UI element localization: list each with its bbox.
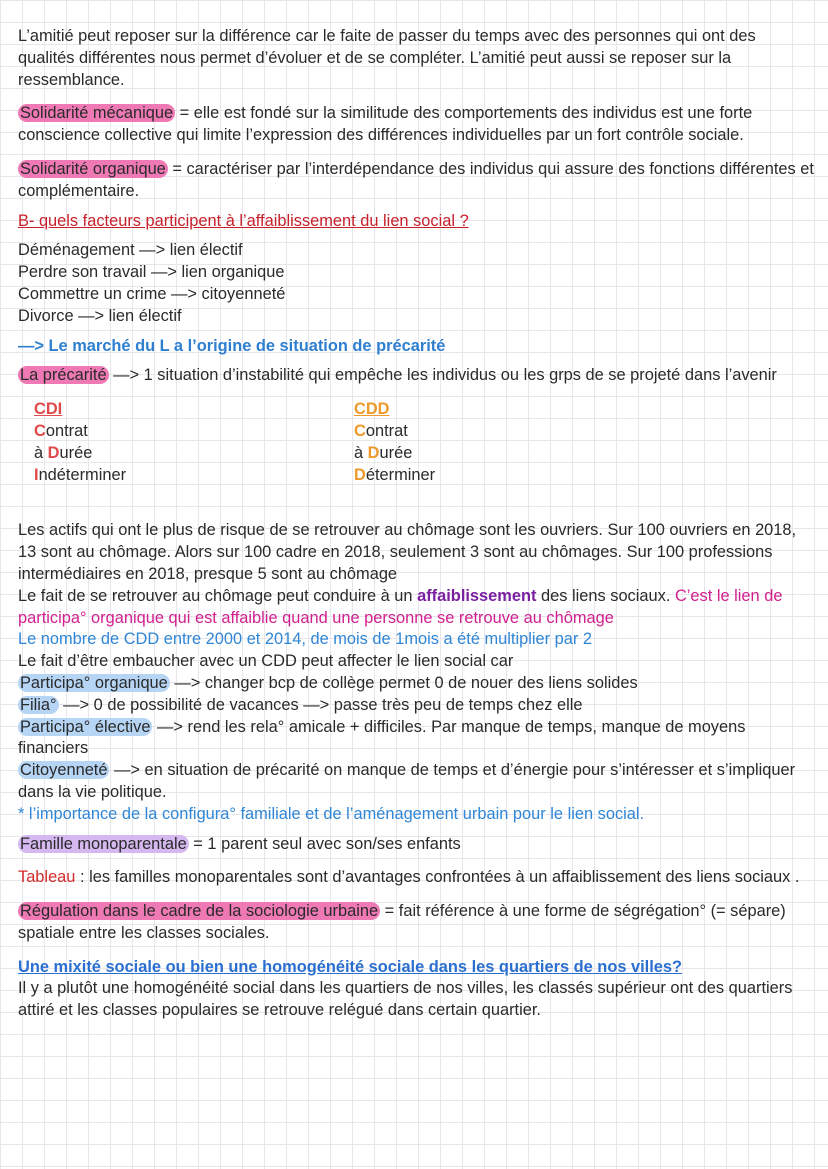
organic-solidarity-paragraph xyxy=(18,159,814,203)
notes-page xyxy=(18,26,814,1022)
cdi-line-duree: à Durée xyxy=(34,443,93,462)
factor-item: Divorce —> lien électif xyxy=(18,306,182,325)
organic-solidarity-definition: = caractériser par l’interdépendance des individus qui assure des fonctions différentes et complémentaire. xyxy=(18,159,814,200)
elective-link-line: Participa° élective —> rend les rela° amicale + difficiles. Par manque de temps, manque de moyens financiers xyxy=(18,717,746,758)
precarity-definition: —> 1 situation d’instabilité qui empêche les individus ou les grps de se projeté dans l’avenir xyxy=(108,366,777,385)
market-precarity-line: —> Le marché du L a l’origine de situation de précarité xyxy=(18,336,446,355)
unemployment-stats-paragraph: Les actifs qui ont le plus de risque de se retrouver au chômage sont les ouvriers. Sur 100 ouvriers en 2018, 13 sont au chômage. Alors sur 100 cadre en 2018, seulement 3 sont au chômages. Sur 100 professions intermédiaires en 2018, presque 5 sont au chômage xyxy=(18,521,797,583)
weakening-explanation: C’est le lien de participa° organique qui est affaiblie quand une personne se retrouve au chômage xyxy=(18,586,783,627)
single-parent-family-term: Famille monoparentale xyxy=(20,834,187,853)
mechanical-solidarity-definition: = elle est fondé sur la similitude des comportements des individus est une forte conscience collective qui limite l’expression des différences individuelles par un fort contrôle sociale. xyxy=(18,104,753,145)
cdi-title: CDI xyxy=(34,400,63,419)
organic-solidarity-term: Solidarité organique xyxy=(20,159,166,178)
citizenship-line: Citoyenneté —> en situation de précarité on manque de temps et d’énergie pour s’intéresser et s’impliquer dans la vie politique. xyxy=(18,761,796,801)
cdi-line-indeterminer: Indéterminer xyxy=(34,465,127,484)
cdd-line-duree: à Durée xyxy=(354,443,413,462)
friendship-paragraph: L’amitié peut reposer sur la différence car le faite de passer du temps avec des personnes qui ont des qualités différentes nous permet d’évoluer et de se compléter. L’amitié peut aussi se reposer sur la ressemblance. xyxy=(18,27,756,89)
urban-regulation-term: Régulation dans le cadre de la sociologie urbaine xyxy=(20,902,379,921)
mechanical-solidarity-paragraph xyxy=(18,103,814,147)
precarity-paragraph xyxy=(18,365,814,387)
filia-line: Filia° —> 0 de possibilité de vacances —> passe très peu de temps chez elle xyxy=(20,695,583,714)
citizenship-term: Citoyenneté xyxy=(20,761,108,780)
table-label: Tableau xyxy=(18,868,76,887)
factor-item: Perdre son travail —> lien organique xyxy=(18,263,285,282)
cdi-column xyxy=(34,399,354,486)
single-parent-family-line: Famille monoparentale = 1 parent seul avec son/ses enfants xyxy=(20,834,461,853)
social-mix-question: Une mixité sociale ou bien une homogénéité sociale dans les quartiers de nos villes? xyxy=(18,957,683,976)
cdd-column xyxy=(354,399,674,486)
factor-item: Déménagement —> lien électif xyxy=(18,241,243,260)
contract-types xyxy=(18,399,814,486)
cdd-line-determiner: Déterminer xyxy=(354,465,436,484)
elective-link-term: Participa° élective xyxy=(20,717,151,736)
table-note-paragraph: Tableau : les familles monoparentales sont d’avantages confrontées à un affaiblissement des liens sociaux . xyxy=(18,868,800,887)
cdd-effect-line: Le fait d’être embaucher avec un CDD peut affecter le lien social car xyxy=(18,652,514,671)
section-b-heading: B- quels facteurs participent à l’affaiblissement du lien social ? xyxy=(18,211,469,230)
cdd-title: CDD xyxy=(354,400,390,419)
weakening-keyword: affaiblissement xyxy=(417,586,537,605)
cdi-line-contrat: Contrat xyxy=(34,421,88,440)
configuration-note: * l’importance de la configura° familiale et de l’aménagement urbain pour le lien social. xyxy=(18,804,645,823)
cdd-count-line: Le nombre de CDD entre 2000 et 2014, de mois de 1mois a été multiplier par 2 xyxy=(18,630,592,649)
organic-link-term: Participa° organique xyxy=(20,673,168,692)
cdd-line-contrat: Contrat xyxy=(354,421,408,440)
weakening-paragraph: Le fait de se retrouver au chômage peut conduire à un affaiblissement des liens sociaux. C’est le lien de participa° organique qui est affaiblie quand une personne se retrouve au chômage xyxy=(18,586,783,627)
mechanical-solidarity-term: Solidarité mécanique xyxy=(20,104,174,123)
factor-item: Commettre un crime —> citoyenneté xyxy=(18,284,286,303)
organic-link-line: Participa° organique —> changer bcp de collège permet 0 de nouer des liens solides xyxy=(20,673,638,692)
urban-regulation-paragraph: Régulation dans le cadre de la sociologie urbaine = fait référence à une forme de ségrégation° (= sépare) spatiale entre les classes sociales. xyxy=(18,902,786,942)
precarity-term: La précarité xyxy=(20,366,107,385)
filia-term: Filia° xyxy=(20,695,57,714)
social-mix-answer: Il y a plutôt une homogénéité social dans les quartiers de nos villes, les classés supérieur ont des quartiers attiré et les classes populaires se retrouve relégué dans certain quartier. xyxy=(18,979,793,1020)
